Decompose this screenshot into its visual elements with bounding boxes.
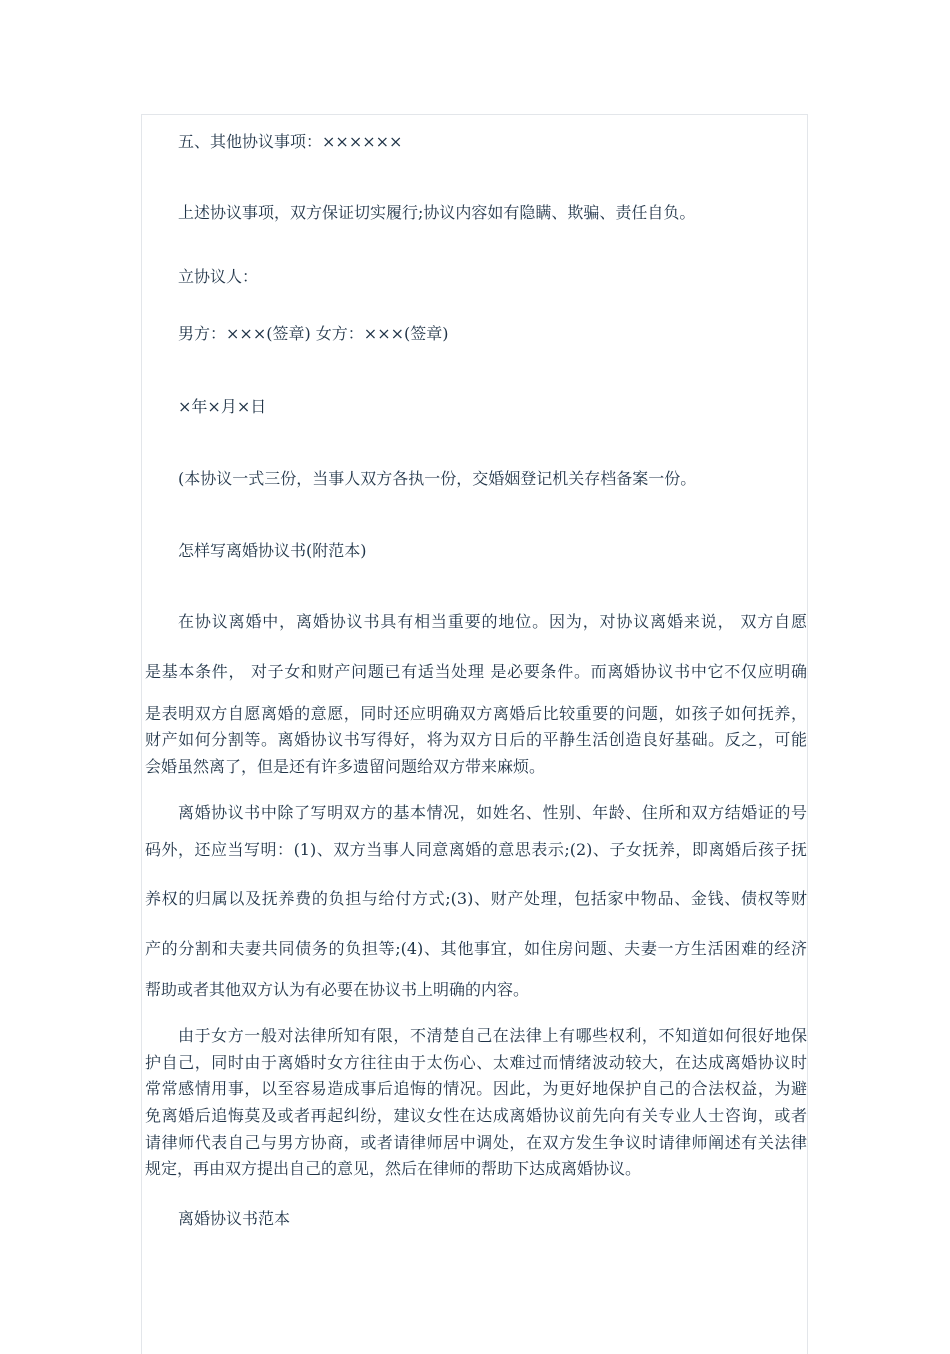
signatories-label: 立协议人： [178,267,259,286]
paragraph-line: 请律师代表自己与男方协商，或者请律师居中调处，在双方发生争议时请律师阐述有关法律 [145,1133,807,1152]
paragraph-line: 是基本条件， 对子女和财产问题已有适当处理 是必要条件。而离婚协议书中它不仅应明确 [145,662,807,681]
other-agreement-item: 五、其他协议事项：×××××× [178,132,403,151]
section-heading: 怎样写离婚协议书(附范本) [178,541,367,560]
paragraph-line: 码外，还应当写明：(1)、双方当事人同意离婚的意思表示;(2)、子女抚养，即离婚后孩子抚 [145,840,807,859]
paragraph-line: 产的分割和夫妻共同债务的负担等;(4)、其他事宜，如住房问题、夫妻一方生活困难的经济 [145,939,807,958]
paragraph-line: 由于女方一般对法律所知有限，不清楚自己在法律上有哪些权利，不知道如何很好地保 [178,1026,807,1045]
sample-heading: 离婚协议书范本 [178,1209,291,1228]
paragraph-line: 护自己，同时由于离婚时女方往往由于太伤心、太难过而情绪波动较大，在达成离婚协议时 [145,1053,807,1072]
paragraph-line: 在协议离婚中，离婚协议书具有相当重要的地位。因为，对协议离婚来说， 双方自愿 [178,612,807,631]
paragraph-line: 规定，再由双方提出自己的意见，然后在律师的帮助下达成离婚协议。 [145,1159,642,1178]
paragraph-line: 常常感情用事，以至容易造成事后追悔的情况。因此，为更好地保护自己的合法权益，为避 [145,1079,807,1098]
performance-clause: 上述协议事项，双方保证切实履行;协议内容如有隐瞒、欺骗、责任自负。 [178,203,696,222]
paragraph-line: 财产如何分割等。离婚协议书写得好，将为双方日后的平静生活创造良好基础。反之，可能 [145,730,807,749]
copies-note: (本协议一式三份，当事人双方各执一份，交婚姻登记机关存档备案一份。 [178,469,697,488]
paragraph-line: 会婚虽然离了，但是还有许多遗留问题给双方带来麻烦。 [145,757,546,776]
signature-line: 男方：×××(签章) 女方：×××(签章) [178,324,449,343]
paragraph-line: 养权的归属以及抚养费的负担与给付方式;(3)、财产处理，包括家中物品、金钱、债权等财 [145,889,807,908]
paragraph-line: 是表明双方自愿离婚的意愿，同时还应明确双方离婚后比较重要的问题，如孩子如何抚养， [145,704,807,723]
date-line: ×年×月×日 [178,397,267,416]
paragraph-line: 帮助或者其他双方认为有必要在协议书上明确的内容。 [145,980,530,999]
paragraph-line: 离婚协议书中除了写明双方的基本情况，如姓名、性别、年龄、住所和双方结婚证的号 [178,803,807,822]
paragraph-line: 免离婚后追悔莫及或者再起纠纷，建议女性在达成离婚协议前先向有关专业人士咨询，或者 [145,1106,807,1125]
